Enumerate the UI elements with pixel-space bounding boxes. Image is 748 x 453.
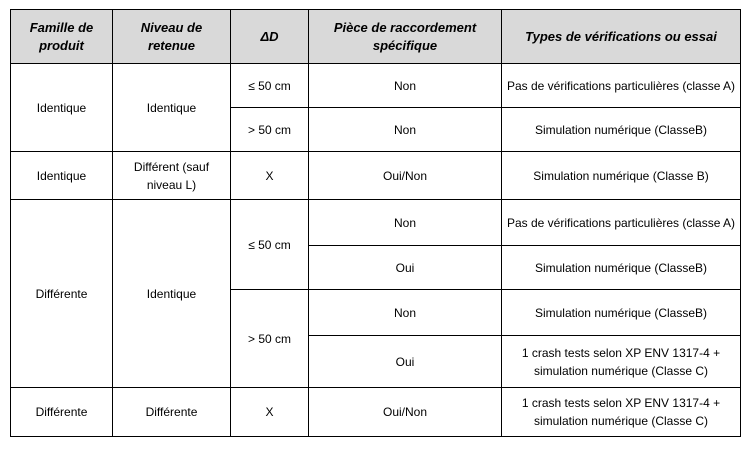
- header-niveau: Niveau de retenue: [113, 10, 231, 64]
- cell-piece: Oui: [309, 246, 502, 290]
- table-row: [11, 200, 741, 246]
- cell-types: Simulation numérique (ClasseB): [502, 290, 741, 336]
- cell-piece: Oui: [309, 336, 502, 388]
- cell-delta: X: [231, 152, 309, 200]
- header-types: Types de vérifications ou essai: [502, 10, 741, 64]
- cell-types: Simulation numérique (Classe B): [502, 152, 741, 200]
- cell-types: 1 crash tests selon XP ENV 1317-4 + simulation numérique (Classe C): [502, 336, 741, 388]
- table-row: [11, 64, 741, 108]
- cell-piece: Oui/Non: [309, 152, 502, 200]
- cell-delta: ≤ 50 cm: [231, 64, 309, 108]
- cell-types: Simulation numérique (ClasseB): [502, 108, 741, 152]
- cell-niveau: Identique: [113, 64, 231, 152]
- cell-famille: Identique: [11, 152, 113, 200]
- cell-delta: > 50 cm: [231, 108, 309, 152]
- cell-piece: Non: [309, 290, 502, 336]
- header-delta: ΔD: [231, 10, 309, 64]
- cell-famille: Identique: [11, 64, 113, 152]
- header-row: [11, 10, 741, 64]
- cell-types: Simulation numérique (ClasseB): [502, 246, 741, 290]
- cell-delta: ≤ 50 cm: [231, 200, 309, 290]
- cell-piece: Oui/Non: [309, 388, 502, 437]
- cell-types: Pas de vérifications particulières (classe A): [502, 200, 741, 246]
- header-famille: Famille de produit: [11, 10, 113, 64]
- cell-types: 1 crash tests selon XP ENV 1317-4 + simulation numérique (Classe C): [502, 388, 741, 437]
- cell-famille: Différente: [11, 388, 113, 437]
- cell-niveau: Identique: [113, 200, 231, 388]
- header-piece: Pièce de raccordement spécifique: [309, 10, 502, 64]
- cell-delta: X: [231, 388, 309, 437]
- cell-piece: Non: [309, 200, 502, 246]
- table-row: [11, 152, 741, 200]
- cell-piece: Non: [309, 108, 502, 152]
- cell-niveau: Différente: [113, 388, 231, 437]
- cell-types: Pas de vérifications particulières (classe A): [502, 64, 741, 108]
- cell-niveau: Différent (sauf niveau L): [113, 152, 231, 200]
- cell-famille: Différente: [11, 200, 113, 388]
- cell-delta: > 50 cm: [231, 290, 309, 388]
- table-row: [11, 388, 741, 437]
- verification-table: [10, 9, 741, 437]
- cell-piece: Non: [309, 64, 502, 108]
